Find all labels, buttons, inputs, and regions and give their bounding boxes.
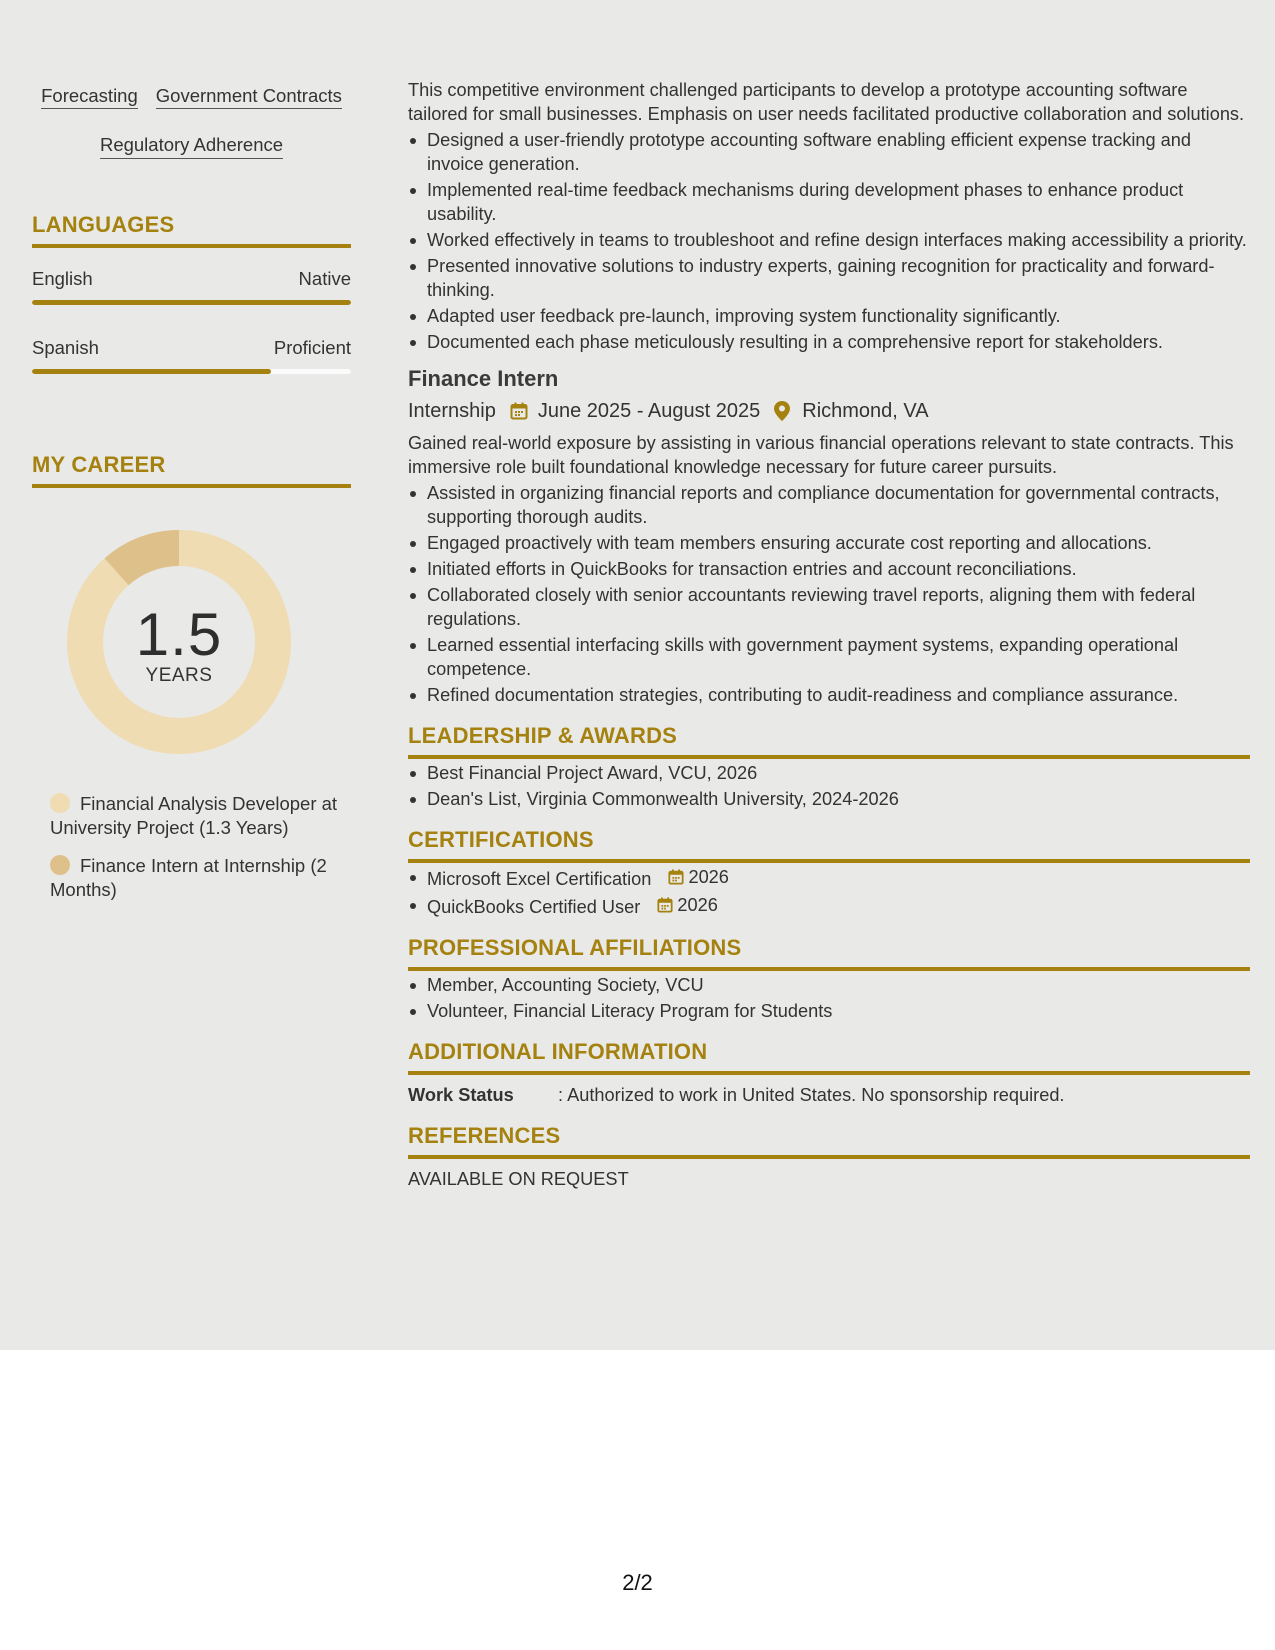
work-status-row: [408, 1083, 1250, 1107]
certification-item: [408, 865, 1250, 891]
list-item: Collaborated closely with senior accountants reviewing travel reports, aligning them with federal regulations.: [408, 583, 1250, 631]
work-status-label: Work Status: [408, 1085, 514, 1105]
language-bar-fill: [32, 369, 271, 374]
references-text: AVAILABLE ON REQUEST: [408, 1169, 629, 1189]
calendar-icon: [510, 402, 528, 420]
certification-name: Microsoft Excel Certification: [427, 869, 652, 889]
list-item: Initiated efforts in QuickBooks for transaction entries and account reconciliations.: [408, 557, 1250, 581]
job-meta: [408, 397, 1250, 425]
job-bullets: [408, 481, 1250, 707]
calendar-icon: [668, 869, 684, 885]
legend-dot: [50, 793, 70, 813]
list-item: Volunteer, Financial Literacy Program for Students: [408, 999, 1250, 1023]
location-pin-icon: [774, 401, 790, 421]
language-item: [32, 268, 351, 305]
list-item: Worked effectively in teams to troubleshoot and refine design interfaces making accessibility a priority.: [408, 228, 1250, 252]
career-unit: YEARS: [145, 665, 213, 686]
additional-info-heading: ADDITIONAL INFORMATION: [408, 1039, 1250, 1075]
language-item: [32, 337, 351, 374]
certifications-heading: CERTIFICATIONS: [408, 827, 1250, 863]
list-item: Designed a user-friendly prototype accounting software enabling efficient expense tracking and invoice generation.: [408, 128, 1250, 176]
legend-item: [50, 792, 340, 840]
awards-list: [408, 761, 1250, 811]
skill-tag: Forecasting: [41, 86, 138, 109]
legend-label: Financial Analysis Developer at University Project (1.3 Years): [50, 793, 338, 838]
language-name: English: [32, 268, 93, 289]
language-level: Native: [298, 268, 351, 289]
list-item: Refined documentation strategies, contributing to audit-readiness and compliance assurance.: [408, 683, 1250, 707]
language-bar: [32, 300, 351, 305]
career-total: 1.5: [135, 601, 223, 668]
certifications-list: [408, 865, 1250, 919]
references-heading: REFERENCES: [408, 1123, 1250, 1159]
language-bar: [32, 369, 351, 374]
career-heading: MY CAREER: [32, 452, 351, 488]
list-item: Learned essential interfacing skills with government payment systems, expanding operational competence.: [408, 633, 1250, 681]
list-item: Documented each phase meticulously resulting in a comprehensive report for stakeholders.: [408, 330, 1250, 354]
skill-tag: Regulatory Adherence: [100, 135, 283, 158]
legend-label: Finance Intern at Internship (2 Months): [50, 855, 327, 900]
legend-dot: [50, 855, 70, 875]
page-number: 2/2: [622, 1570, 653, 1595]
work-status-value: : Authorized to work in United States. No sponsorship required.: [558, 1085, 1065, 1105]
right-column: [408, 78, 1250, 1191]
languages-heading: LANGUAGES: [32, 212, 351, 248]
language-bar-fill: [32, 300, 351, 305]
calendar-icon: [657, 897, 673, 913]
affiliations-list: [408, 973, 1250, 1023]
job-location: Richmond, VA: [802, 400, 929, 422]
job-type: Internship: [408, 400, 496, 422]
list-item: Dean's List, Virginia Commonwealth University, 2024-2026: [408, 787, 1250, 811]
list-item: Implemented real-time feedback mechanisms during development phases to enhance product usability.: [408, 178, 1250, 226]
legend-item: [50, 854, 340, 902]
language-level: Proficient: [273, 337, 351, 358]
list-item: Assisted in organizing financial reports and compliance documentation for governmental contracts, supporting thorough audits.: [408, 481, 1250, 529]
skills-list: [32, 86, 351, 159]
awards-heading: LEADERSHIP & AWARDS: [408, 723, 1250, 759]
list-item: Engaged proactively with team members ensuring accurate cost reporting and allocations.: [408, 531, 1250, 555]
certification-item: [408, 893, 1250, 919]
certification-year: 2026: [688, 867, 729, 887]
job-description: This competitive environment challenged participants to develop a prototype accounting software tailored for small businesses. Emphasis on user needs facilitated productive collaboration and solutions.: [408, 80, 1245, 124]
job-bullets: [408, 128, 1250, 354]
certification-year: 2026: [677, 895, 718, 915]
career-segment: [117, 548, 179, 572]
skill-tag: Government Contracts: [156, 86, 342, 109]
job-description: Gained real-world exposure by assisting in various financial operations relevant to state contracts. This immersive role built foundational knowledge necessary for future career pursuits.: [408, 433, 1234, 477]
affiliations-heading: PROFESSIONAL AFFILIATIONS: [408, 935, 1250, 971]
list-item: Best Financial Project Award, VCU, 2026: [408, 761, 1250, 785]
job-title: Finance Intern: [408, 366, 559, 391]
list-item: Member, Accounting Society, VCU: [408, 973, 1250, 997]
certification-name: QuickBooks Certified User: [427, 897, 641, 917]
list-item: Presented innovative solutions to industry experts, gaining recognition for practicality and forward-thinking.: [408, 254, 1250, 302]
list-item: Adapted user feedback pre-launch, improving system functionality significantly.: [408, 304, 1250, 328]
job-dates: June 2025 - August 2025: [537, 400, 761, 422]
language-name: Spanish: [32, 337, 99, 358]
